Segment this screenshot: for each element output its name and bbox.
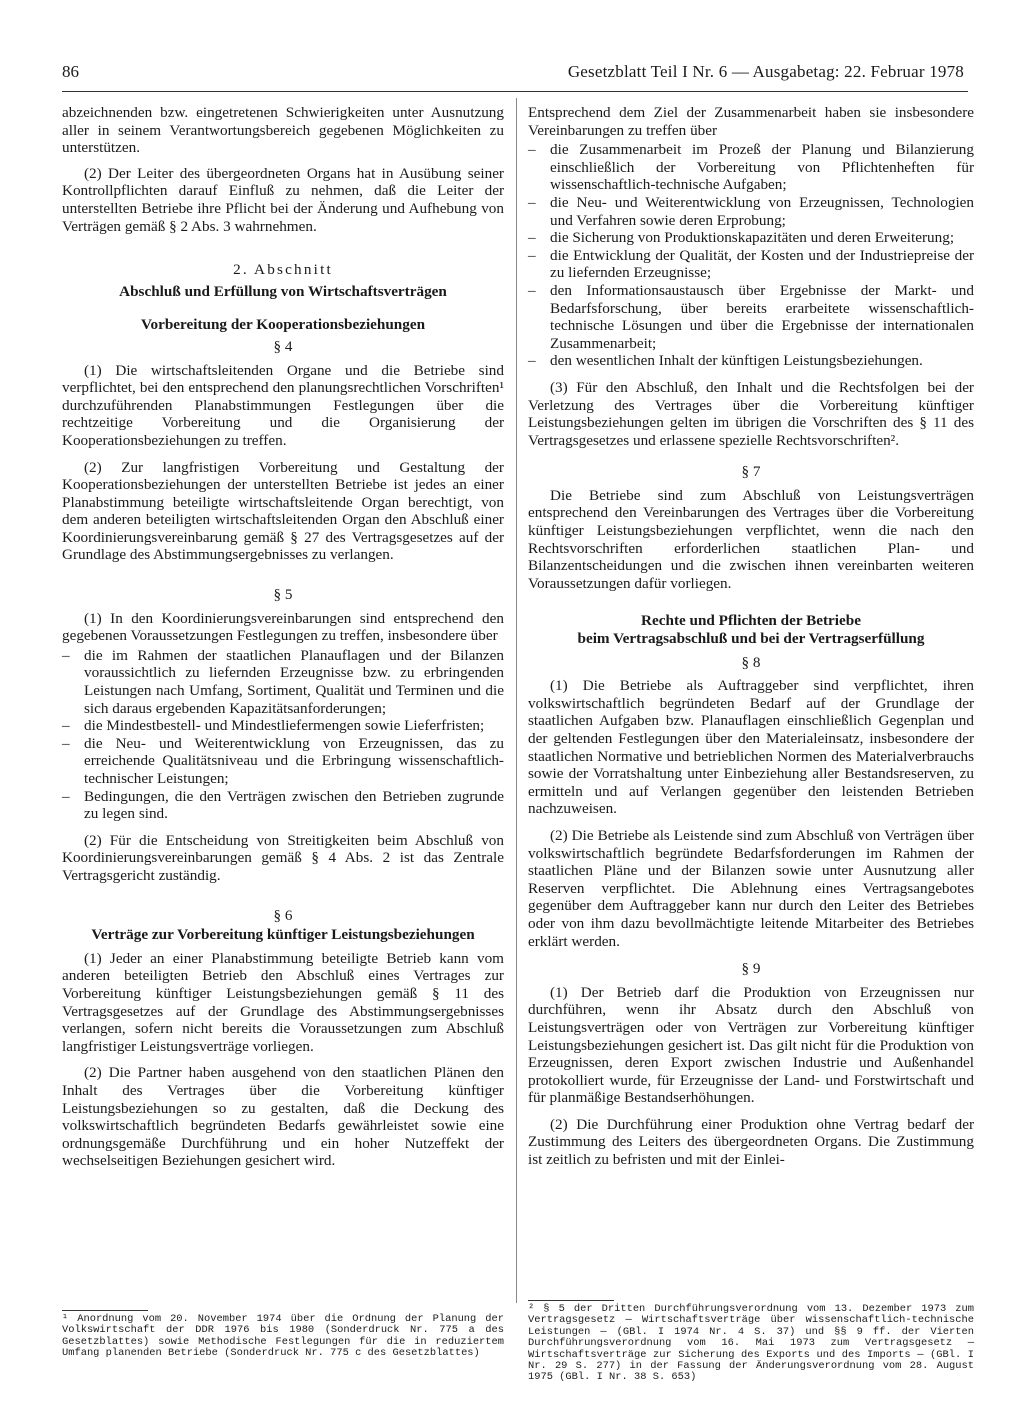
- list-item: – den Informationsaustausch über Ergebnisse der Markt- und Bedarfsforschung, über bereits erarbeitete wissenschaftlich-technische Lösungen und über die Ergebnisse der internationalen Zusammenarbeit;: [528, 282, 974, 352]
- header-rule: [62, 91, 968, 92]
- footnote-1: ¹ Anordnung vom 20. November 1974 über die Ordnung der Planung der Volkswirtschaft der DDR 1976 bis 1980 (Sonderdruck Nr. 775 a des Gesetzblattes) sowie Methodische Festlegungen für die in reduziertem Umfang planenden Betriebe (Sonderdruck Nr. 775 c des Gesetzblattes): [62, 1313, 504, 1360]
- paragraph-sign-4: § 4: [273, 337, 293, 355]
- list-item: – den wesentlichen Inhalt der künftigen Leistungsbeziehungen.: [528, 352, 974, 370]
- paragraph-sign-5: § 5: [273, 586, 293, 604]
- list-item: – die Zusammenarbeit im Prozeß der Planung und Bilanzierung einschließlich der Vorbereitung von Pflichtenheften für wissenschaftlich-technische Aufgaben;: [528, 141, 974, 194]
- paragraph-3-2: (2) Der Leiter des übergeordneten Organs hat in Ausübung seiner Kontrollpflichten darauf Einfluß zu nehmen, daß die Leiter der unterstellten Betriebe ihre Pflicht bei der Änderung und Aufhebung von Verträgen gemäß § 2 Abs. 3 wahrnehmen.: [62, 164, 504, 235]
- list-item: – Bedingungen, die den Verträgen zwischen den Betrieben zugrunde zu legen sind.: [62, 788, 504, 823]
- left-column: [62, 104, 504, 1179]
- right-column: [528, 104, 974, 1178]
- s6-paragraph-2: (2) Die Partner haben ausgehend von den staatlichen Plänen den Inhalt des Vertrages über die Vorbereitung künftiger Leistungsbeziehungen so zu gestalten, daß die Deckung des volkswirtschaftlich begründeten Bedarfs gewährleistet sowie eine ordnungsgemäße Durchführung und ein hoher Nutzeffekt der wechselseitigen Beziehungen gesichert wird.: [62, 1064, 504, 1170]
- s6-paragraph-3: (3) Für den Abschluß, den Inhalt und die Rechtsfolgen bei der Verletzung des Vertrages über die Vorbereitung künftiger Leistungsbeziehungen gelten im übrigen die Vorschriften des § 11 des Vertragsgesetzes und erlassene spezielle Rechtsvorschriften².: [528, 378, 974, 449]
- list-item: – die Neu- und Weiterentwicklung von Erzeugnissen, Technologien und Verfahren sowie deren Erprobung;: [528, 194, 974, 229]
- s4-paragraph-2: (2) Zur langfristigen Vorbereitung und Gestaltung der Kooperationsbeziehungen der unterstellten Betriebe ist jedes an einer Planabstimmung beteiligte wirtschaftsleitende Organ berechtigt, von dem anderen beteiligten wirtschaftsleitenden Organ den Abschluß einer Koordinierungsvereinbarung gemäß § 27 des Vertragsgesetzes auf der Grundlage des Abstimmungsergebnisses zu verlangen.: [62, 458, 504, 564]
- s5-dash-list: [62, 647, 504, 823]
- paragraph-sign-8: § 8: [741, 653, 761, 671]
- header-title: Gesetzblatt Teil I Nr. 6 — Ausgabetag: 22. Februar 1978: [567, 62, 964, 81]
- list-item: – die Mindestbestell- und Mindestliefermengen sowie Lieferfristen;: [62, 717, 504, 735]
- rights-title-line-1: Rechte und Pflichten der Betriebe: [641, 612, 861, 630]
- list-item: – die Neu- und Weiterentwicklung von Erzeugnissen, das zu erreichende Qualitätsniveau und die Erbringung wissenschaftlich-technischer Leistungen;: [62, 735, 504, 788]
- s5-paragraph-1: (1) In den Koordinierungsvereinbarungen sind entsprechend den gegebenen Voraussetzungen Festlegungen zu treffen, insbesondere über: [62, 609, 504, 645]
- s5-paragraph-2: (2) Für die Entscheidung von Streitigkeiten beim Abschluß von Koordinierungsvereinbarungen gemäß § 4 Abs. 2 ist das Zentrale Vertragsgericht zuständig.: [62, 831, 504, 884]
- s6-paragraph-1: (1) Jeder an einer Planabstimmung beteiligte Betrieb kann vom anderen beteiligten Betrieb den Abschluß eines Vertrages zur Vorbereitung künftiger Leistungsbeziehungen gemäß § 11 des Vertragsgesetzes auf der Grundlage des Abstimmungsergebnisses verlangen, sofern nicht bereits die Voraussetzungen zum Abschluß langfristiger Leistungsverträge vorliegen.: [62, 949, 504, 1055]
- footnote-rule-right: [528, 1300, 614, 1301]
- paragraph-sign-7: § 7: [741, 463, 761, 481]
- section-title: Abschluß und Erfüllung von Wirtschaftsverträgen: [119, 282, 447, 300]
- footnote-2: ² § 5 der Dritten Durchführungsverordnung vom 13. Dezember 1973 zum Vertragsgesetz — Wirtschaftsverträge über wissenschaftlich-technische Leistungen — (GBl. I 1974 Nr. 4 S. 37) und §§ 9 ff. der Vierten Durchführungsverordnung vom 16. Mai 1973 zum Vertragsgesetz — Wirtschaftsverträge zur Sicherung des Exports und des Imports — (GBl. I Nr. 29 S. 277) in der Fassung der Änderungsverordnung vom 28. August 1975 (GBl. I Nr. 38 S. 653): [528, 1303, 974, 1384]
- s4-paragraph-1: (1) Die wirtschaftsleitenden Organe und die Betriebe sind verpflichtet, bei den entsprechend den planungsrechtlichen Vorschriften¹ durchzuführenden Planabstimmungen Festlegungen über die rechtzeitige Vorbereitung und die Organisierung der Kooperationsbeziehungen zu treffen.: [62, 361, 504, 449]
- paragraph-sign-9: § 9: [741, 960, 761, 978]
- s9-paragraph-1: (1) Der Betrieb darf die Produktion von Erzeugnissen nur durchführen, wenn ihr Absatz durch den Abschluß von Leistungsverträgen oder von Verträgen zur Vorbereitung künftiger Leistungsbeziehungen gesichert ist. Das gilt nicht für die Produktion von Erzeugnissen, deren Export zwischen Industrie und Außenhandel protokolliert wurde, für Erzeugnisse der Land- und Forstwirtschaft und für planmäßige Bestandserhöhungen.: [528, 983, 974, 1107]
- paragraph-sign-6: § 6: [273, 906, 293, 924]
- subsection-title: Vorbereitung der Kooperationsbeziehungen: [140, 316, 426, 334]
- footnote-rule-left: [62, 1310, 148, 1311]
- s6-intro: Entsprechend dem Ziel der Zusammenarbeit haben sie insbesondere Vereinbarungen zu treffen über: [528, 104, 974, 139]
- s8-paragraph-1: (1) Die Betriebe als Auftraggeber sind verpflichtet, ihren volkswirtschaftlich begründeten Bedarf auf der Grundlage der staatlichen Aufgaben bzw. Planauflagen einschließlich Gegenplan und der geltenden Festlegungen über den Materialeinsatz, insbesondere der staatlichen Normative und betrieblichen Normen des Materialverbrauchs sowie der Vorratshaltung unter Einbeziehung aller Bestandsreserven, zu ermitteln und auf Verlangen gegenüber den leistenden Betrieben nachzuweisen.: [528, 677, 974, 818]
- list-item: – die Sicherung von Produktionskapazitäten und deren Erweiterung;: [528, 229, 974, 247]
- s8-paragraph-2: (2) Die Betriebe als Leistende sind zum Abschluß von Verträgen über volkswirtschaftlich begründete Bedarfsforderungen im Rahmen der staatlichen Pläne und der Bilanzen sowie unter Ausnutzung aller Reserven verpflichtet. Die Ablehnung eines Vertragsangebotes gegenüber dem Auftraggeber kann nur durch den Leiter des Betriebes oder von ihm dazu bevollmächtigte leitende Mitarbeiter des Betriebes erklärt werden.: [528, 826, 974, 950]
- page-number: 86: [62, 62, 79, 81]
- page-header: [62, 62, 964, 88]
- list-item: – die im Rahmen der staatlichen Planauflagen und der Bilanzen voraussichtlich zu liefernden Erzeugnisse bzw. zu erbringenden Leistungen nach Umfang, Sortiment, Qualität und Terminen und die sich daraus ergebenden Kapazitätsanforderungen;: [62, 647, 504, 717]
- list-item: – die Entwicklung der Qualität, der Kosten und der Industriepreise der zu liefernden Erzeugnisse;: [528, 247, 974, 282]
- rights-title-line-2: beim Vertragsabschluß und bei der Vertragserfüllung: [577, 630, 925, 648]
- s7-paragraph: Die Betriebe sind zum Abschluß von Leistungsverträgen entsprechend den Vereinbarungen des Vertrages über die Vorbereitung künftiger Leistungsbeziehungen verpflichtet, wenn die nach den Rechtsvorschriften erforderlichen staatlichen Plan- und Bilanzentscheidungen und die zwischen ihnen vereinbarten weiteren Voraussetzungen dafür vorliegen.: [528, 486, 974, 592]
- section-heading: 2. Abschnitt: [233, 261, 333, 279]
- column-divider: [516, 98, 517, 1303]
- s9-paragraph-2: (2) Die Durchführung einer Produktion ohne Vertrag bedarf der Zustimmung des Leiters des übergeordneten Organs. Die Zustimmung ist zeitlich zu befristen und mit der Einlei-: [528, 1115, 974, 1169]
- s6-title: Verträge zur Vorbereitung künftiger Leistungsbeziehungen: [91, 926, 475, 944]
- paragraph-continuation: abzeichnenden bzw. eingetretenen Schwierigkeiten unter Ausnutzung aller in seinem Verantwortungsbereich gegebenen Möglichkeiten zu unterstützen.: [62, 104, 504, 157]
- s6-dash-list: [528, 141, 974, 370]
